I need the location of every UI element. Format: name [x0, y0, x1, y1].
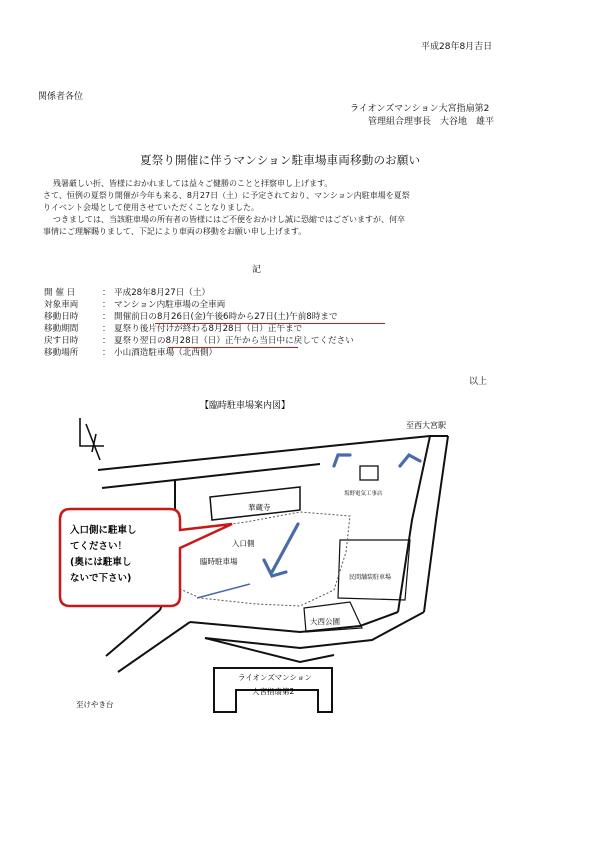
park-label: 大西公園 [310, 617, 340, 626]
kegonji-label: 華蔵寺 [248, 503, 271, 512]
detail-colon: ： [102, 336, 111, 346]
detail-value: 平成28年8月27日（土） [114, 288, 211, 298]
detail-value: 小山酒造駐車場（北西側） [114, 348, 218, 358]
detail-key: 対象車両 [44, 300, 79, 310]
minkan-parking-label: 民間舗装駐車場 [349, 574, 392, 581]
body-line-5: 事情にご理解賜りまして、下記により車両の移動をお願い申し上げます。 [43, 227, 307, 236]
map-title: 【臨時駐車場案内図】 [200, 401, 291, 411]
detail-key: 移動期間 [44, 324, 79, 334]
body-line-4: つきましては、当該駐車場の所有者の皆様にはご不便をおかけし誠に恐縮ではございますが、何卒 [53, 215, 405, 224]
document-date: 平成28年8月吉日 [421, 42, 493, 52]
entrance-guide-line [197, 584, 250, 598]
detail-colon: ： [102, 288, 111, 298]
recipient: 関係者各位 [38, 92, 84, 102]
to-keyakidai-label: 至けやき台 [76, 700, 114, 709]
sender-name: 管理組合理事長 大谷地 雄平 [368, 117, 495, 127]
callout-line-2: てください！ [70, 541, 128, 552]
callout-line-4: ないで下さい) [70, 573, 132, 584]
body-line-3: りイベント会場として使用させていただくことなりました。 [43, 203, 259, 212]
callout-line-1: 入口側に駐車し [70, 525, 137, 536]
detail-value: 夏祭り翌日の8月28日（日）正午から当日中に戻してください [114, 336, 354, 346]
page-title: 夏祭り開催に伴うマンション駐車場車両移動のお願い [140, 153, 421, 167]
sakano-building [360, 466, 378, 480]
detail-key: 移動場所 [44, 348, 79, 358]
body-line-1: 残暑厳しい折、皆様におかれましては益々ご健勝のことと拝察申し上げます。 [53, 179, 333, 188]
minkan-parking-area [338, 540, 410, 600]
callout-line-3: (奥には駐車し [70, 557, 132, 568]
detail-colon: ： [102, 324, 111, 334]
to-station-label: 至西大宮駅 [406, 421, 446, 430]
detail-colon: ： [102, 348, 111, 358]
body-line-2: さて、恒例の夏祭り開催が今年も来る、8月27日（土）に予定されており、マンション内駐車場を夏祭 [43, 191, 410, 200]
ijo-closing: 以上 [469, 377, 488, 387]
detail-key: 移動日時 [44, 312, 79, 322]
detail-colon: ： [102, 300, 111, 310]
ki-heading: 記 [252, 265, 262, 275]
mansion-label-line2: 大宮指扇第2 [252, 687, 295, 696]
sender-organization: ライオンズマンション大宮指扇第2 [350, 104, 490, 114]
detail-value: マンション内駐車場の全車両 [114, 300, 226, 310]
detail-key: 開 催 日 [44, 288, 76, 298]
sakano-store-label: 坂野電気工事店 [344, 491, 383, 497]
detail-colon: ： [102, 312, 111, 322]
entrance-label: 入口側 [232, 539, 255, 548]
detail-value: 開催前日の8月26日(金)午後6時から27日(土)午前8時まで [114, 312, 338, 322]
north-arrow-icon [80, 418, 104, 460]
mansion-label-line1: ライオンズマンション [238, 673, 312, 682]
detail-key: 戻す日時 [44, 336, 79, 346]
temp-parking-label: 臨時駐車場 [200, 557, 238, 566]
detail-value: 夏祭り後片付けが終わる8月28日（日）正午まで [114, 324, 303, 334]
